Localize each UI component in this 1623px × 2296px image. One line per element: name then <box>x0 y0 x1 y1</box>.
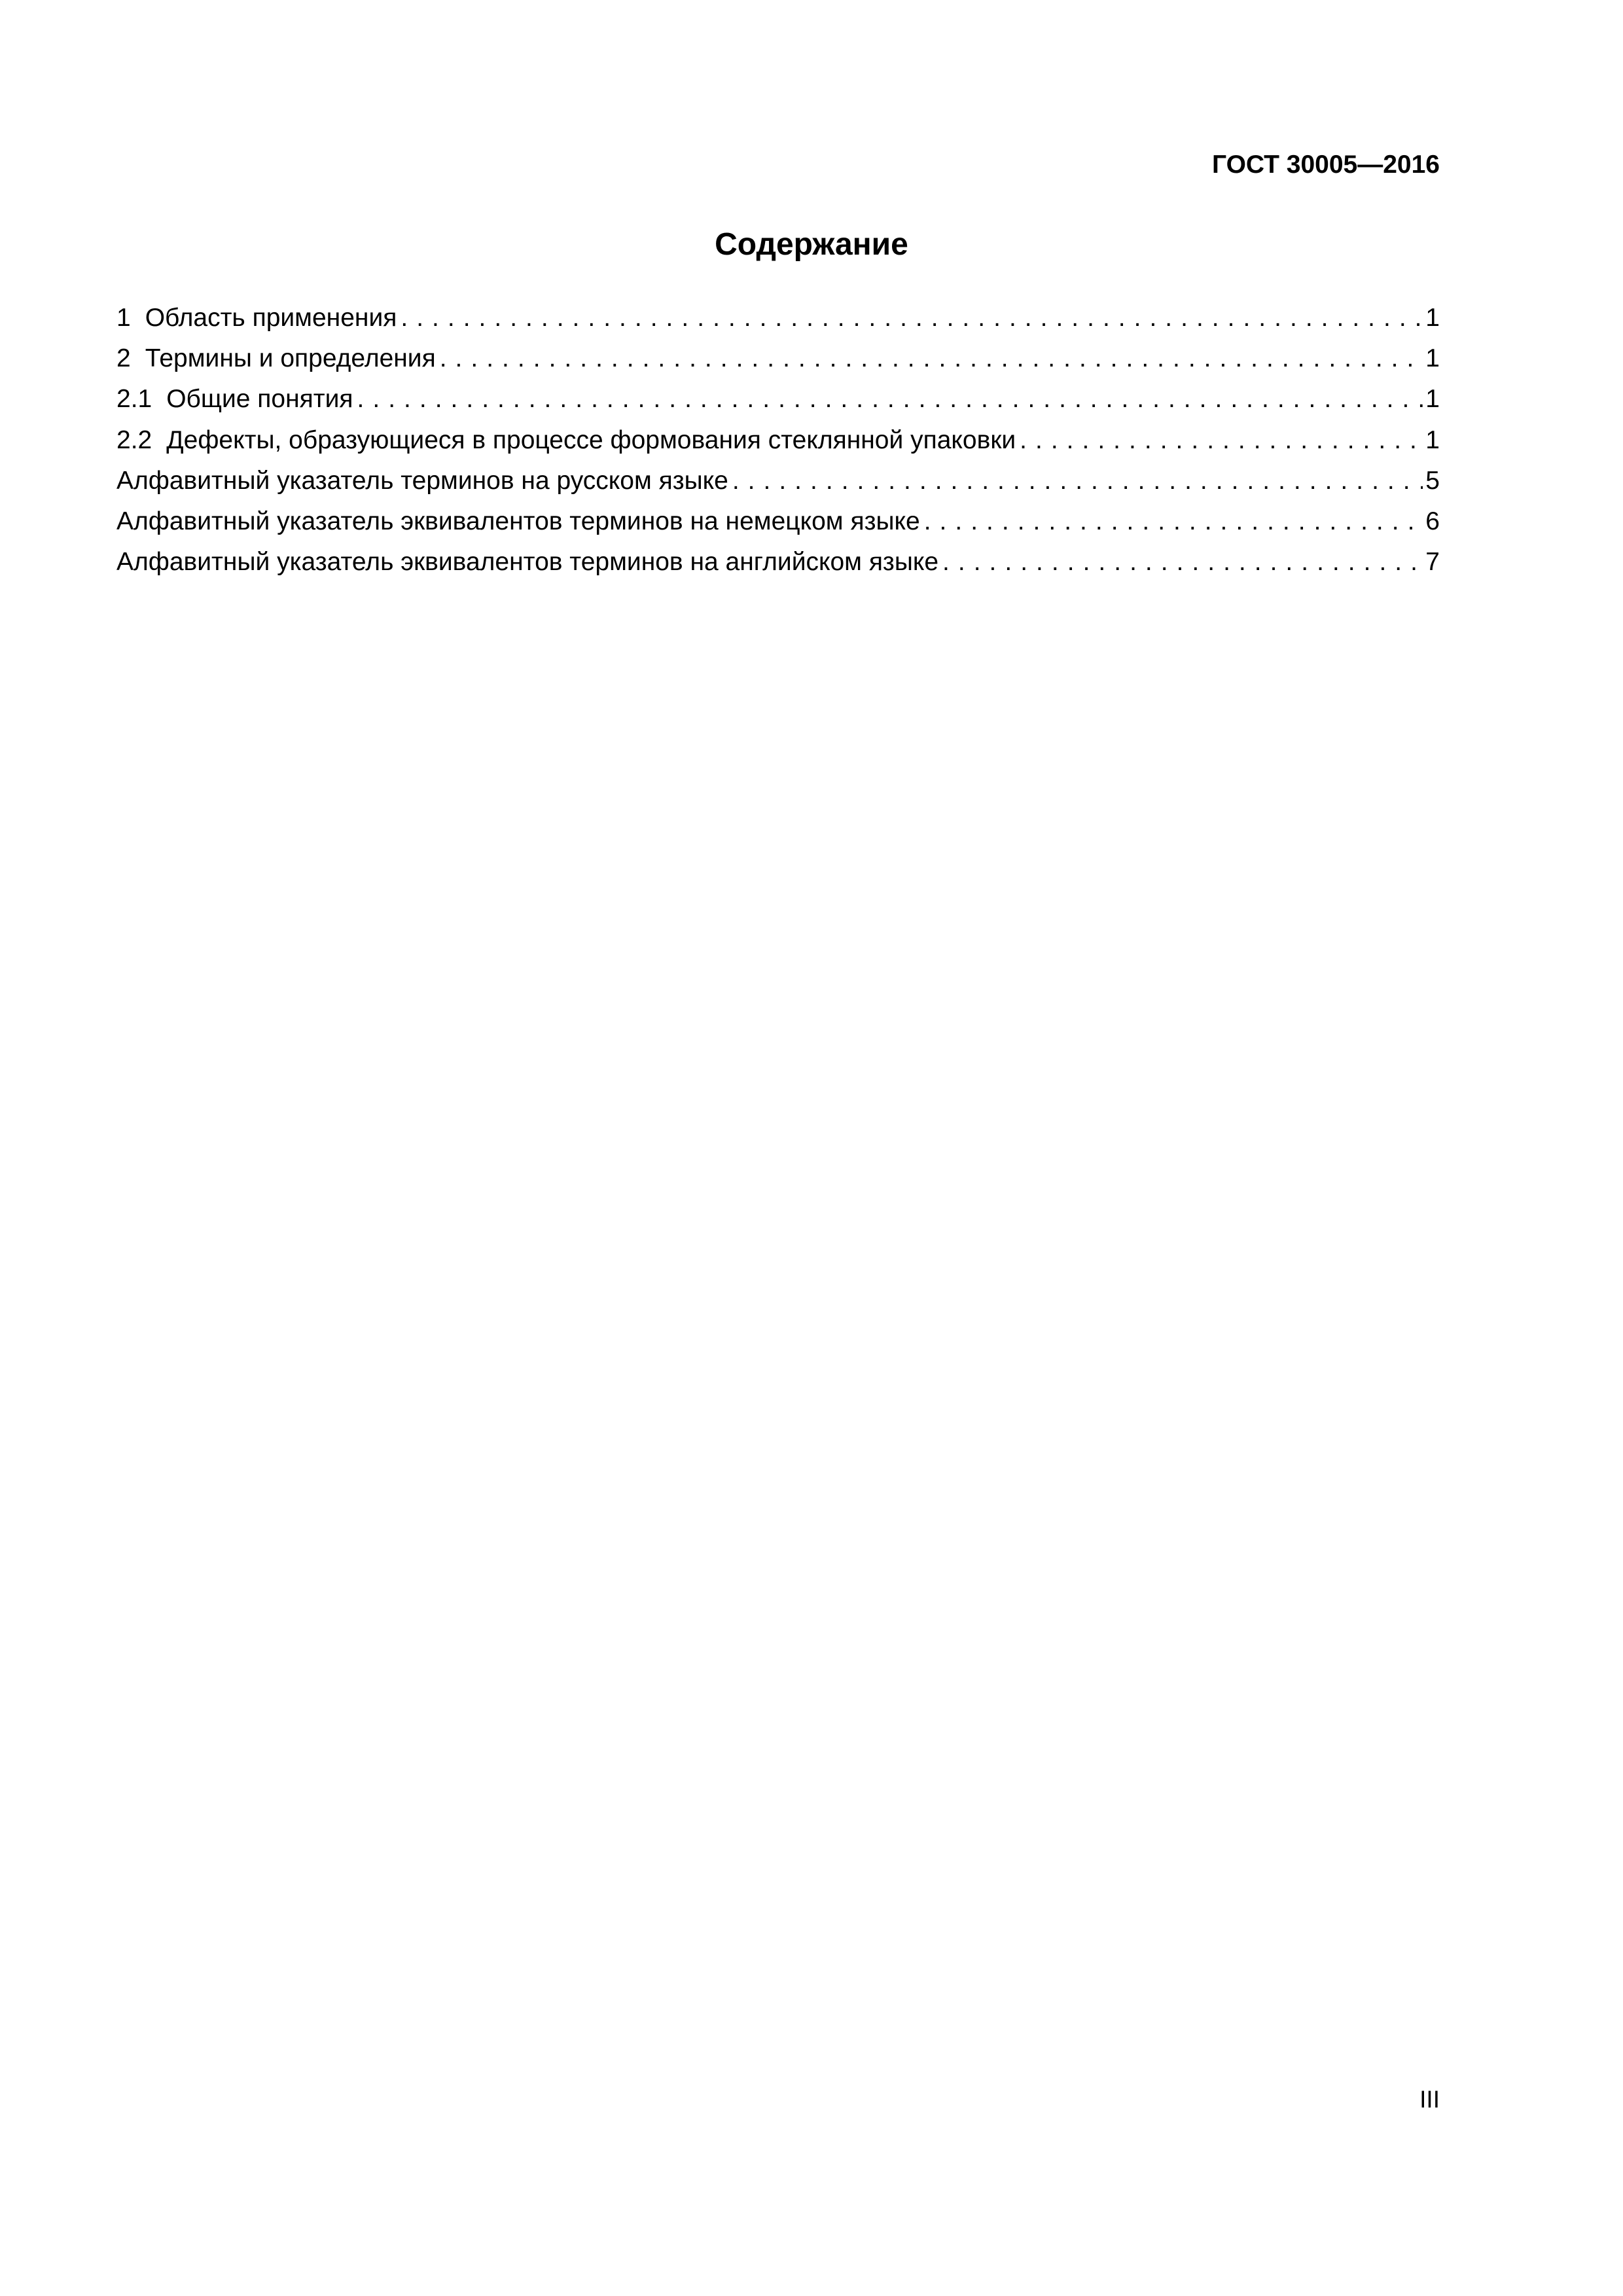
toc-entry-page: 5 <box>1425 466 1440 495</box>
document-header-standard: ГОСТ 30005—2016 <box>1212 151 1440 179</box>
toc-entry-index-russian[interactable] <box>116 465 1440 506</box>
toc-entry-number: 2 <box>116 344 131 373</box>
toc-leader-dots <box>728 465 1423 497</box>
toc-entry-page: 1 <box>1425 425 1440 454</box>
toc-entry-general-concepts[interactable] <box>116 384 1440 424</box>
toc-entry-number: 1 <box>116 304 131 332</box>
toc-leader-dots <box>436 343 1423 374</box>
toc-entry-number: 2.2 <box>116 425 152 454</box>
toc-leader-dots <box>938 547 1423 578</box>
toc-leader-dots <box>920 506 1423 537</box>
toc-title: Содержание <box>715 227 908 262</box>
toc-leader-dots <box>353 384 1423 415</box>
toc-entry-page: 1 <box>1425 385 1440 414</box>
toc-entry-title: Алфавитный указатель терминов на русском языке <box>116 466 728 495</box>
toc-entry-title: Область применения <box>145 304 397 332</box>
toc-entry-title: Дефекты, образующиеся в процессе формования стеклянной упаковки <box>166 425 1016 454</box>
toc-leader-dots <box>397 302 1423 334</box>
toc-entry-number: 2.1 <box>116 385 152 414</box>
toc-entry-scope[interactable] <box>116 302 1440 343</box>
toc-entry-index-english[interactable] <box>116 547 1440 587</box>
toc-entry-index-german[interactable] <box>116 506 1440 547</box>
toc-entry-title: Алфавитный указатель эквивалентов терминов на английском языке <box>116 548 939 577</box>
toc-entry-title: Алфавитный указатель эквивалентов терминов на немецком языке <box>116 507 920 535</box>
toc-entry-page: 7 <box>1425 548 1440 577</box>
toc-entry-page: 1 <box>1425 304 1440 332</box>
table-of-contents <box>116 302 1440 587</box>
toc-entry-title: Термины и определения <box>145 344 436 373</box>
toc-entry-page: 1 <box>1425 344 1440 373</box>
toc-leader-dots <box>1016 425 1423 456</box>
toc-entry-forming-defects[interactable] <box>116 425 1440 465</box>
toc-entry-title: Общие понятия <box>166 385 353 414</box>
toc-entry-terms-definitions[interactable] <box>116 343 1440 384</box>
toc-entry-page: 6 <box>1425 507 1440 535</box>
page-number: III <box>1419 2086 1440 2113</box>
